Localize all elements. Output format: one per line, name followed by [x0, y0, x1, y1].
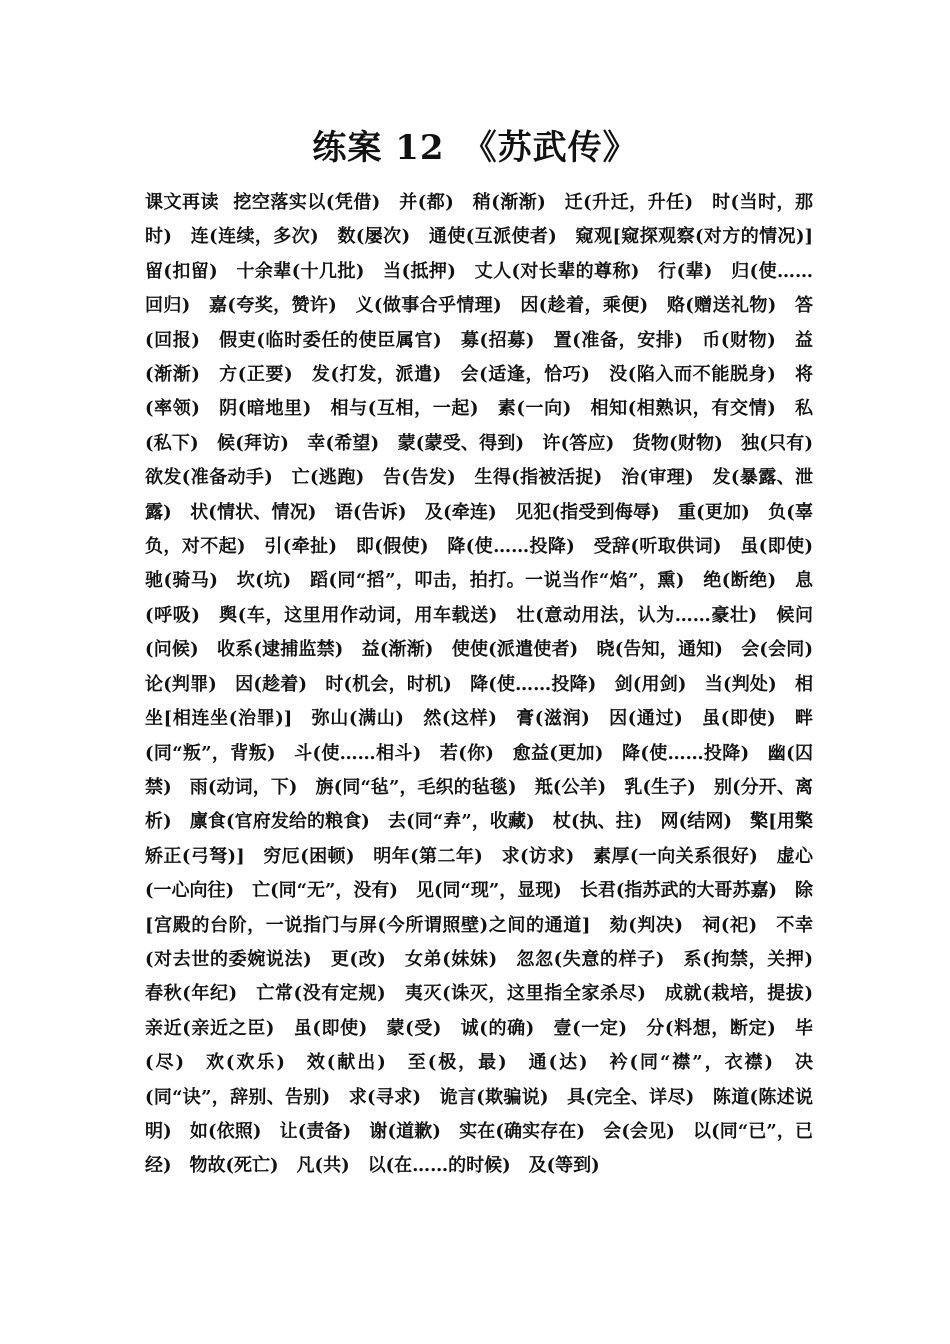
answer-paragraph: [145, 186, 831, 1184]
answer-content: 以(凭借) 并(都) 稍(渐渐) 迁(升迁，升任) 时(当时，那时) 连(连续，多次) 数(屡次) 通使(互派使者) 窥观[窥探观察(对方的情况)] 留(扣留) 十余辈(十几批) 当(抵押) 丈人(对长辈的尊称) 行(辈) 归(使……回归) 嘉(夸奖，赞许) 义(做事合乎情理) 因(趁着，乘便) 赂(赠送礼物) 答(回报) 假吏(临时委任的使臣属官) 募(招募) 置(准备，安排) 币(财物) 益(渐渐) 方(正要) 发(打发，派遣) 会(适逢，恰巧) 没(陷入而不能脱身) 将(率领) 阴(暗地里) 相与(互相，一起) 素(一向) 相知(相熟识，有交情) 私(私下) 候(拜访) 幸(希望) 蒙(蒙受、得到) 许(答应) 货物(财物) 独(只有) 欲发(准备动手) 亡(逃跑) 告(告发) 生得(指被活捉) 治(审理) 发(暴露、泄露) 状(情状、情况) 语(告诉) 及(牵连) 见犯(指受到侮辱) 重(更加) 负(辜负，对不起) 引(牵扯) 即(假使) 降(使……投降) 受辞(听取供词) 虽(即使) 驰(骑马) 坎(坑) 蹈(同“搯”，叩击，拍打。一说当作“焰”，熏) 绝(断绝) 息(呼吸) 舆(车，这里用作动词，用车载送) 壮(意动用法，认为……豪壮) 候问(问候) 收系(逮捕监禁) 益(渐渐) 使使(派遣使者) 晓(告知，通知) 会(会同) 论(判罪) 因(趁着) 时(机会，时机) 降(使……投降) 剑(用剑) 当(判处) 相坐[相连坐(治罪)] 弥山(满山) 然(这样) 膏(滋润) 因(通过) 虽(即使) 畔(同“叛”，背叛) 斗(使……相斗) 若(你) 愈益(更加) 降(使……投降) 幽(囚禁) 雨(动词，下) 旃(同“毡”，毛织的毡毯) 羝(公羊) 乳(生子) 别(分开、离析) 廪食(官府发给的粮食) 去(同“弆”，收藏) 杖(执、拄) 网(结网) 檠[用檠矫正(弓弩)] 穷厄(困顿) 明年(第二年) 求(访求) 素厚(一向关系很好) 虚心(一心向往) 亡(同“无”，没有) 见(同“现”，显现) 长君(指苏武的大哥苏嘉) 除[宫殿的台阶，一说指门与屏(今所谓照壁)之间的通道] 劾(判决) 祠(祀) 不幸(对去世的委婉说法) 更(改) 女弟(妹妹) 忽忽(失意的样子) 系(拘禁，关押) 春秋(年纪) 亡常(没有定规) 夷灭(诛灭，这里指全家杀尽) 成就(栽培，提拔) 亲近(亲近之臣) 虽(即使) 蒙(受) 诚(的确) 壹(一定) 分(料想，断定) 毕(尽) 欢(欢乐) 效(献出) 至(极，最) 通(达) 衿(同“襟”，衣襟) 决(同“诀”，辞别、告别) 求(寻求) 诡言(欺骗说) 具(完全、详尽) 陈道(陈述说明) 如(依照) 让(责备) 谢(道歉) 实在(确实存在) 会(会见) 以(同“已”，已经) 物故(死亡) 凡(共) 以(在……的时候) 及(等到): [145, 192, 831, 1177]
subsection-label: 挖空落实: [232, 192, 308, 213]
document-title: 练案 12 《苏武传》: [312, 128, 638, 168]
section-label: 课文再读: [145, 192, 219, 213]
